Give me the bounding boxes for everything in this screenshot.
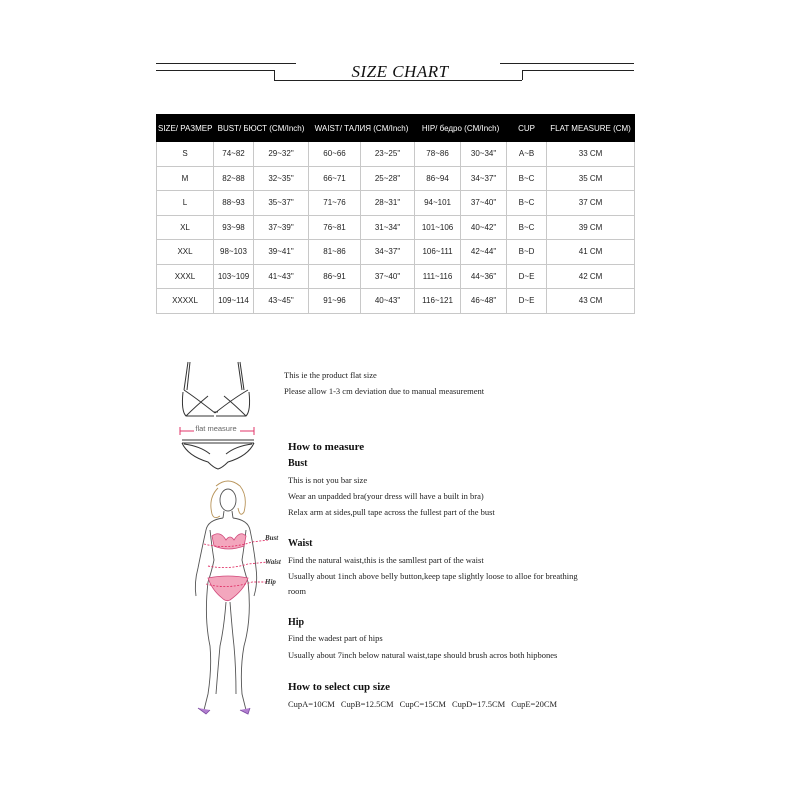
table-cell: M [157,166,214,191]
table-row [157,191,635,216]
table-cell: 42~44" [461,240,507,265]
header-drop-right [522,70,523,80]
table-cell: 103~109 [214,264,254,289]
table-cell: 101~106 [415,215,461,240]
header-size: SIZE/ РАЗМЕР [157,115,214,142]
cup-d-value: CupD=17.5CM [451,699,506,709]
cup-c-value: CupC=15CM [399,699,446,709]
table-cell: 86~91 [309,264,361,289]
table-cell: 76~81 [309,215,361,240]
waist-section-title: Waist [288,538,313,549]
table-cell: B~D [507,240,547,265]
table-cell: 74~82 [214,142,254,167]
table-cell: 93~98 [214,215,254,240]
bust-line-3: Relax arm at sides,pull tape across the fullest part of the bust [288,507,495,517]
table-cell: L [157,191,214,216]
bra-sketch [178,356,254,426]
table-row [157,264,635,289]
header-cup: CUP [507,115,547,142]
page-title: SIZE CHART [351,62,449,81]
table-cell: 60~66 [309,142,361,167]
table-cell: 98~103 [214,240,254,265]
table-cell: 66~71 [309,166,361,191]
table-cell: 39~41" [254,240,309,265]
table-cell: 43 CM [547,289,635,314]
hip-line-2: Usually about 7inch below natural waist,tape should brush acros both hipbones [288,650,558,660]
table-cell: 109~114 [214,289,254,314]
table-cell: 30~34" [461,142,507,167]
header-bust: BUST/ БЮСТ (CM/Inch) [214,115,309,142]
bust-figure-label: Bust [265,534,279,542]
table-cell: 34~37" [461,166,507,191]
table-cell: B~C [507,215,547,240]
header-flat-measure: FLAT MEASURE (CM) [547,115,635,142]
hip-line-1: Find the wadest part of hips [288,633,383,643]
cup-e-value: CupE=20CM [511,699,558,709]
hip-section-title: Hip [288,617,305,628]
table-cell: 37~40" [361,264,415,289]
bust-line-1: This is not you bar size [288,475,368,485]
cup-size-title: How to select cup size [288,681,391,693]
table-row [157,240,635,265]
bust-line-2: Wear an unpadded bra(your dress will have a built in bra) [288,491,484,501]
header-line-mid-right [522,70,634,71]
table-cell: 23~25" [361,142,415,167]
table-cell: XXXXL [157,289,214,314]
header-line-top-right [500,63,634,64]
table-cell: 35~37" [254,191,309,216]
table-cell: 25~28" [361,166,415,191]
table-cell: 37~39" [254,215,309,240]
table-cell: XXXL [157,264,214,289]
table-cell: A~B [507,142,547,167]
table-row [157,142,635,167]
table-cell: 33 CM [547,142,635,167]
panty-sketch [180,436,256,474]
table-cell: 29~32" [254,142,309,167]
flat-size-note: This ie the product flat size [284,370,377,380]
table-cell: 28~31" [361,191,415,216]
table-cell: 88~93 [214,191,254,216]
table-row [157,166,635,191]
table-cell: 32~35" [254,166,309,191]
size-chart-table [156,114,635,314]
cup-size-list [288,699,557,709]
table-cell: 71~76 [309,191,361,216]
waist-figure-label: Waist [265,558,281,566]
table-cell: 37~40" [461,191,507,216]
cup-a-value: CupA=10CM [288,699,335,709]
table-cell: B~C [507,166,547,191]
how-to-measure-title: How to measure [288,441,365,453]
table-cell: 37 CM [547,191,635,216]
header-drop-left [274,70,275,80]
table-cell: XXL [157,240,214,265]
table-cell: 116~121 [415,289,461,314]
cup-b-value: CupB=12.5CM [340,699,394,709]
table-cell: 43~45" [254,289,309,314]
table-cell: D~E [507,289,547,314]
header-line-mid-left [156,70,274,71]
header-hip: HIP/ бедро (CM/Inch) [415,115,507,142]
waist-line-1: Find the natural waist,this is the samllest part of the waist [288,555,484,565]
table-cell: 78~86 [415,142,461,167]
table-row [157,289,635,314]
table-row [157,215,635,240]
table-cell: 86~94 [415,166,461,191]
table-cell: 39 CM [547,215,635,240]
table-cell: 41~43" [254,264,309,289]
table-cell: 91~96 [309,289,361,314]
table-cell: 35 CM [547,166,635,191]
deviation-note: Please allow 1-3 cm deviation due to manual measurement [284,386,485,396]
table-cell: 81~86 [309,240,361,265]
waist-line-3: room [288,586,306,596]
body-figure-illustration [168,478,278,718]
header-waist: WAIST/ ТАЛИЯ (CM/Inch) [309,115,415,142]
flat-measure-label: flat measure [195,424,237,433]
table-cell: 44~36" [461,264,507,289]
table-cell: D~E [507,264,547,289]
table-header-row [157,115,635,142]
waist-line-2: Usually about 1inch above belly button,keep tape slightly loose to alloe for breathing [288,571,578,581]
table-cell: 34~37" [361,240,415,265]
table-cell: 46~48" [461,289,507,314]
table-cell: 40~42" [461,215,507,240]
table-cell: 82~88 [214,166,254,191]
table-cell: XL [157,215,214,240]
table-cell: 94~101 [415,191,461,216]
table-cell: 40~43" [361,289,415,314]
table-cell: 42 CM [547,264,635,289]
table-cell: S [157,142,214,167]
table-cell: B~C [507,191,547,216]
table-cell: 41 CM [547,240,635,265]
table-cell: 111~116 [415,264,461,289]
table-cell: 31~34" [361,215,415,240]
hip-figure-label: Hip [265,578,276,586]
bust-section-title: Bust [288,458,308,469]
table-cell: 106~111 [415,240,461,265]
header-line-top-left [156,63,296,64]
